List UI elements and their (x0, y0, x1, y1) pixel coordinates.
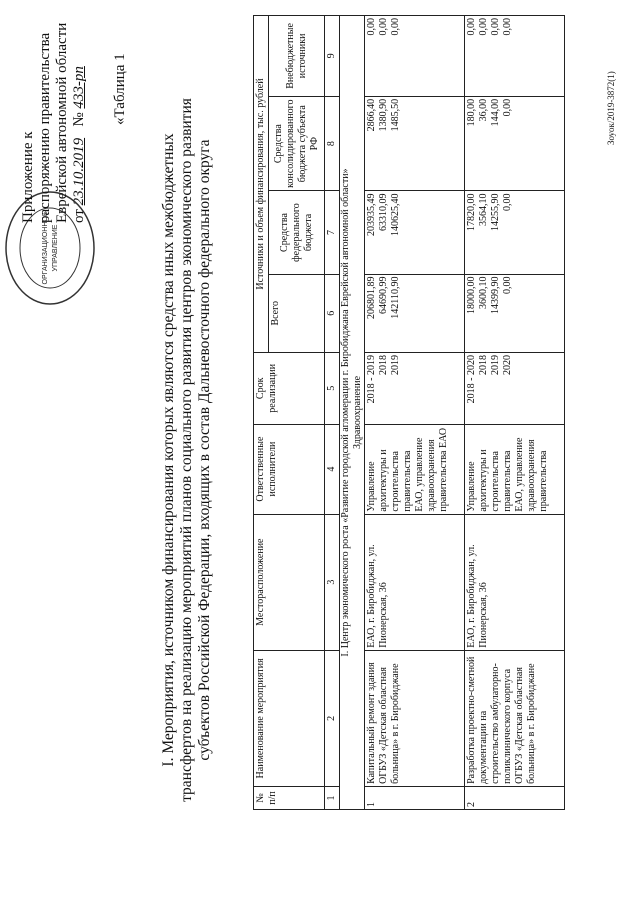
column-number-row (325, 16, 340, 810)
value: 18000,00 (466, 276, 477, 315)
row-num: 2 (465, 786, 565, 809)
row-periods (465, 353, 565, 425)
value: 0,00 (478, 18, 489, 36)
value: 180,00 (466, 98, 477, 127)
value: 0,00 (502, 98, 513, 117)
header-total: Всего (269, 274, 325, 352)
row-regional (465, 96, 565, 191)
row-name: Капитальный ремонт здания ОГБУЗ «Детская областная больница» в г. Биробиджане (365, 650, 465, 786)
financing-table (253, 15, 565, 810)
value: 0,00 (378, 18, 389, 36)
value: 140625,40 (390, 193, 401, 236)
header-period: Срок реализации (254, 353, 325, 425)
col-number: 8 (325, 96, 340, 191)
row-offbudget (365, 16, 465, 97)
period: 2018 - 2020 (466, 355, 477, 404)
period: 2018 (378, 355, 389, 376)
row-num: 1 (365, 786, 465, 809)
period: 2019 (390, 355, 401, 376)
value: 0,00 (502, 193, 513, 211)
col-number: 4 (325, 424, 340, 514)
appendix-number: 433-рп (71, 66, 87, 109)
row-federal (365, 191, 465, 274)
subsection-title: Здравоохранение (352, 375, 363, 450)
header-offbudget: Внебюджетные источники (269, 16, 325, 97)
col-number: 2 (325, 650, 340, 786)
row-periods (365, 353, 465, 425)
col-number: 1 (325, 786, 340, 809)
value: 36,00 (478, 98, 489, 122)
table-row (465, 16, 565, 810)
value: 144,00 (490, 98, 501, 127)
value: 206801,89 (366, 276, 377, 320)
value: 0,00 (502, 18, 513, 36)
svg-text:УПРАВЛЕНИЕ: УПРАВЛЕНИЕ (52, 224, 59, 272)
header-location: Месторасположение (254, 514, 325, 650)
value: 17820,00 (466, 193, 477, 231)
header-name: Наименование мероприятия (254, 650, 325, 786)
appendix-line-2: распоряжению правительства (37, 32, 53, 223)
row-responsible: Управление архитектуры и строительства правительства ЕАО, управление здравоохранения правительства ЕАО (365, 424, 465, 514)
col-number: 5 (325, 353, 340, 425)
row-name: Разработка проектно-сметной документации на строительство амбулаторно-поликлинического корпуса ОГБУЗ «Детская областная больница» в г. Биробиджане (465, 650, 565, 786)
date-prefix: от (71, 209, 87, 223)
col-number: 6 (325, 274, 340, 352)
section-title: I. Центр экономического роста «Развитие городской агломерации г. Биробиджана Еврейской автономной области» (340, 168, 351, 657)
header-federal: Средства федерального бюджета (269, 191, 325, 274)
number-prefix: № (71, 112, 87, 127)
period: 2018 (478, 355, 489, 376)
row-regional (365, 96, 465, 191)
header-num: № п/п (254, 786, 325, 809)
value: 3600,10 (478, 276, 489, 310)
value: 1485,50 (390, 98, 401, 132)
row-responsible: Управление архитектуры и строительства правительства ЕАО, управление здравоохранения правительства (465, 424, 565, 514)
header-sources: Источники и объем финансирования, тыс. рублей (254, 16, 269, 353)
value: 3564,10 (478, 193, 489, 226)
period: 2020 (502, 355, 513, 376)
value: 0,00 (366, 18, 377, 36)
row-federal (465, 191, 565, 274)
value: 63310,09 (378, 193, 389, 231)
row-location: ЕАО, г. Биробиджан, ул. Пионерская, 36 (465, 514, 565, 650)
table-row (365, 16, 465, 810)
appendix-date: 23.10.2019 (71, 137, 87, 206)
document-footer-code: Зоуок/2019-3872(1) (606, 71, 616, 145)
value: 0,00 (490, 18, 501, 36)
value: 0,00 (502, 276, 513, 295)
value: 64690,99 (378, 276, 389, 315)
value: 142110,90 (390, 276, 401, 319)
document-title: I. Мероприятия, источником финансирования которых являются средства иных межбюджетных трансфертов на реализацию мероприятий планов социального развития центров экономического развития субъектов Российской Федерации, входящих в состав Дальневосточного федерального округа (160, 98, 213, 802)
appendix-line-1: Приложение к (20, 131, 36, 223)
value: 0,00 (466, 18, 477, 36)
value: 2866,40 (366, 98, 377, 132)
value: 203935,49 (366, 193, 377, 236)
row-total (365, 274, 465, 352)
col-number: 7 (325, 191, 340, 274)
col-number: 9 (325, 16, 340, 97)
svg-text:ОРГАНИЗАЦИОННОЕ: ОРГАНИЗАЦИОННОЕ (42, 211, 49, 285)
col-number: 3 (325, 514, 340, 650)
table-label: «Таблица 1 (112, 53, 128, 125)
appendix-date-line (71, 5, 88, 285)
appendix-block (20, 5, 88, 285)
header-responsible: Ответственные исполнители (254, 424, 325, 514)
value: 1380,90 (378, 98, 389, 132)
value: 14255,90 (490, 193, 501, 231)
header-regional: Средства консолидированного бюджета субъекта РФ (269, 96, 325, 191)
period: 2019 (490, 355, 501, 376)
header-row-1 (254, 16, 269, 810)
row-offbudget (465, 16, 565, 97)
row-location: ЕАО, г. Биробиджан, ул. Пионерская, 36 (365, 514, 465, 650)
section-row (340, 16, 365, 810)
period: 2018 - 2019 (366, 355, 377, 404)
row-total (465, 274, 565, 352)
value: 0,00 (390, 18, 401, 36)
appendix-line-3: Еврейской автономной области (54, 22, 70, 223)
value: 14399,90 (490, 276, 501, 315)
